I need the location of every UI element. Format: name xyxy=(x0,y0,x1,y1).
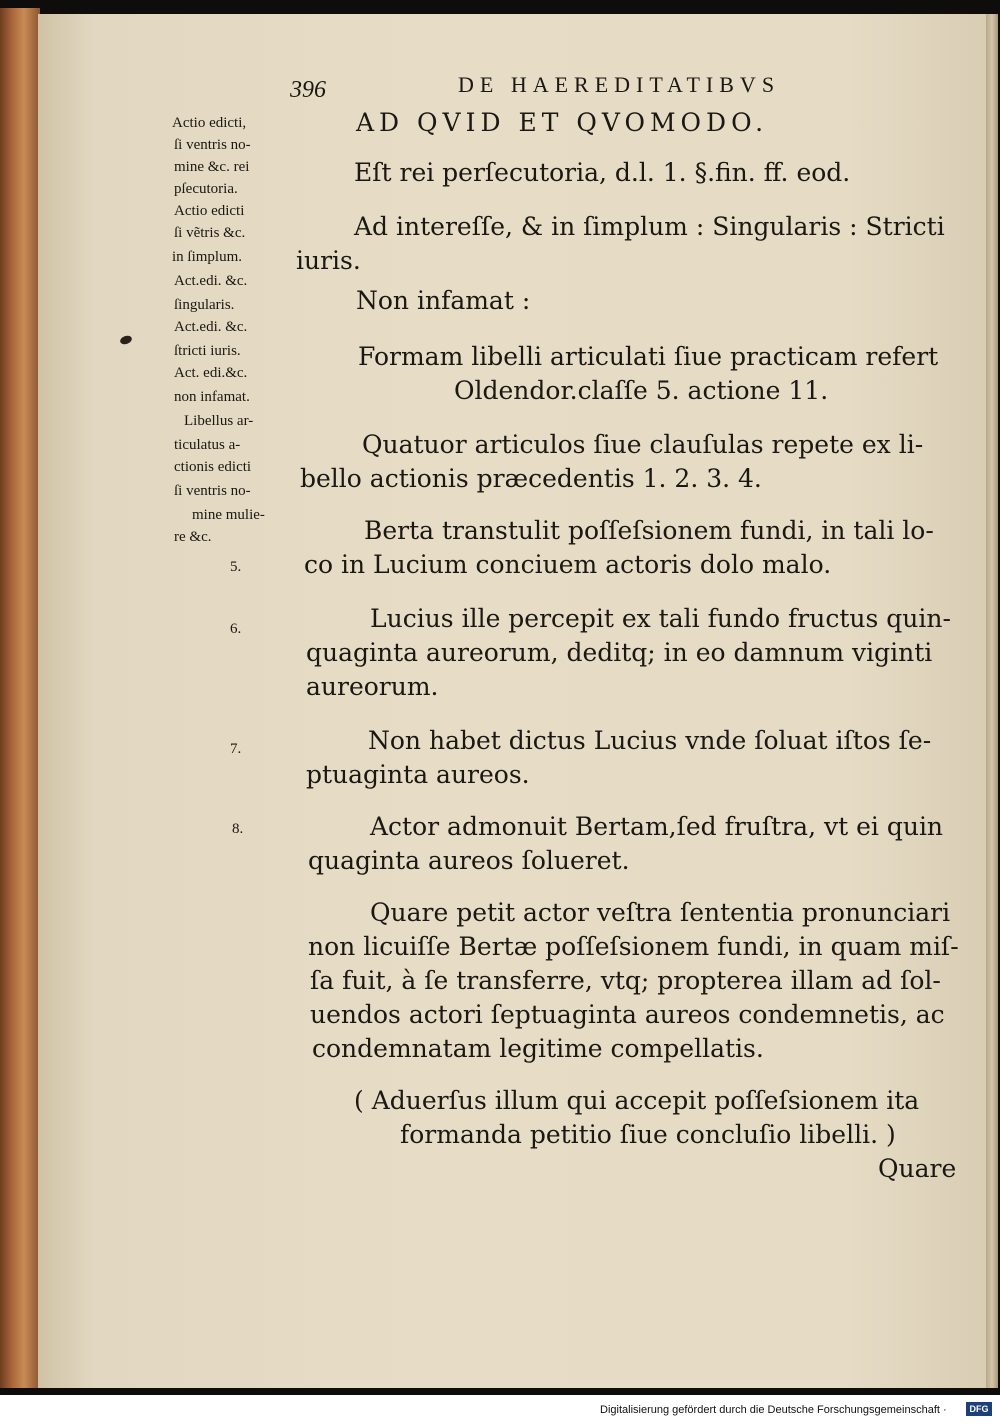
text-line: Quatuor articulos ſiue clauſulas repete ex li- xyxy=(362,430,924,459)
page-number: 396 xyxy=(290,77,326,103)
text-line: formanda petitio ſiue concluſio libelli. ) xyxy=(400,1120,896,1149)
book-spine xyxy=(0,8,40,1388)
text-line: quaginta aureorum, deditq; in eo damnum viginti xyxy=(306,638,933,667)
margin-note: ſingularis. xyxy=(174,297,235,313)
margin-note: in ſimplum. xyxy=(172,249,243,265)
text-line: Berta transtulit poſſeſsionem fundi, in tali lo- xyxy=(364,516,934,545)
article-number: 6. xyxy=(230,621,242,637)
text-line: Oldendor.claſſe 5. actione 11. xyxy=(454,376,829,405)
text-line: uendos actori ſeptuaginta aureos condemnetis, ac xyxy=(310,1000,945,1029)
margin-note: mine mulie- xyxy=(192,507,265,523)
catchword: Quare xyxy=(878,1154,957,1183)
article-number: 8. xyxy=(232,821,244,837)
margin-note: Libellus ar- xyxy=(184,413,254,429)
text-line: Actor admonuit Bertam,ſed fruſtra, vt ei quin xyxy=(370,812,944,841)
margin-note: mine &c. rei xyxy=(174,159,250,175)
text-line: aureorum. xyxy=(306,672,439,701)
margin-note: ticulatus a- xyxy=(174,437,241,453)
dfg-logo: DFG xyxy=(966,1402,992,1416)
text-line: condemnatam legitime compellatis. xyxy=(312,1034,764,1063)
text-line: non licuiſſe Bertæ poſſeſsionem fundi, in quam miſ- xyxy=(308,932,959,961)
text-line: ( Aduerſus illum qui accepit poſſeſsionem ita xyxy=(354,1086,920,1115)
margin-note: Act.edi. &c. xyxy=(174,319,248,335)
margin-note: Act.edi. &c. xyxy=(174,273,248,289)
text-line: co in Lucium conciuem actoris dolo malo. xyxy=(304,550,832,579)
text-line: Non infamat : xyxy=(356,286,531,315)
text-line: Eſt rei perſecutoria, d.l. 1. §.fin. ff. eod. xyxy=(354,158,851,187)
margin-note: Act. edi.&c. xyxy=(174,365,248,381)
text-line: Non habet dictus Lucius vnde ſoluat iſtos ſe- xyxy=(368,726,932,755)
text-line: Quare petit actor veſtra ſententia pronunciari xyxy=(370,898,951,927)
text-line: Ad intereſſe, & in ſimplum : Singularis : Stricti xyxy=(354,212,945,241)
article-number: 7. xyxy=(230,741,242,757)
margin-note: ſtricti iuris. xyxy=(174,343,241,359)
text-line: ſa fuit, à ſe transferre, vtq; propterea illam ad ſol- xyxy=(310,966,941,995)
margin-note: non infamat. xyxy=(174,389,250,405)
text-line: bello actionis præcedentis 1. 2. 3. 4. xyxy=(300,464,762,493)
text-line: Lucius ille percepit ex tali fundo fructus quin- xyxy=(370,604,951,633)
article-number: 5. xyxy=(230,559,242,575)
text-line: ptuaginta aureos. xyxy=(306,760,530,789)
digitization-credit: Digitalisierung gefördert durch die Deutsche Forschungsgemeinschaft · xyxy=(600,1404,947,1416)
text-line: quaginta aureos ſolueret. xyxy=(308,846,630,875)
margin-note: ſi ventris no- xyxy=(174,483,251,499)
running-title: DE HAEREDITATIBVS xyxy=(458,72,781,97)
margin-note: Actio edicti, xyxy=(172,115,247,131)
margin-note: ſi ventris no- xyxy=(174,137,251,153)
margin-note: ctionis edicti xyxy=(174,459,252,475)
text-line: iuris. xyxy=(296,246,361,275)
text-line: Formam libelli articulati ſiue practicam refert xyxy=(358,342,939,371)
page-edge xyxy=(986,14,998,1388)
margin-note: ſi vẽtris &c. xyxy=(174,225,246,241)
margin-note: re &c. xyxy=(174,529,212,545)
margin-note: Actio edicti xyxy=(174,203,245,219)
section-heading: AD QVID ET QVOMODO. xyxy=(356,108,769,137)
margin-note: pſecutoria. xyxy=(174,181,238,197)
